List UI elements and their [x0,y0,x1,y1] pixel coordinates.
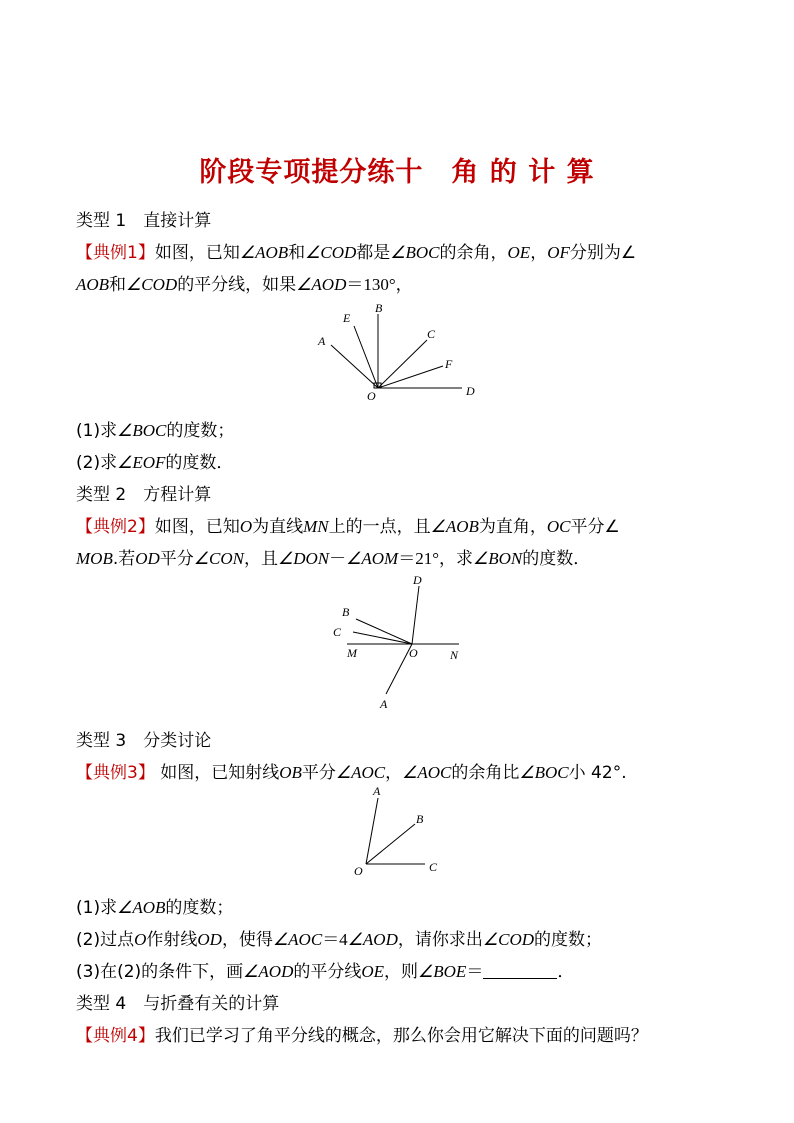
text: (2)求 [76,453,118,473]
math: ∠AOC [402,763,452,782]
math: OB [279,763,302,782]
math: ∠AOC [272,930,323,949]
text: ＝4 [322,930,348,949]
math: ∠AOB [239,243,289,262]
text: 作射线 [146,930,198,950]
example1-line2 [76,270,413,295]
text: 的平分线，如果 [177,275,297,295]
text: ，且 [244,549,278,569]
math: ∠AOM [346,549,399,568]
example2-line2 [76,544,590,569]
text: 和 [109,275,127,295]
example2-tag: 【典例2】 [76,517,155,537]
label-C: C [427,327,436,341]
text: 和 [288,243,306,263]
text: ， [385,763,403,783]
label-C: C [333,625,342,639]
math: OD [197,930,222,949]
text: 小 42°. [568,763,627,783]
math: ∠BOC [390,243,440,262]
example1-question2 [76,448,233,473]
math: ∠DON [278,549,330,568]
example1-line1 [76,238,636,263]
math: ∠AOB [117,898,166,917]
figure-3-angles [345,782,455,882]
text: 上的一点，且 [328,517,431,537]
type1-heading: 类型 1 直接计算 [76,211,212,231]
example3-question3 [76,957,574,982]
label-A: A [380,697,388,711]
label-F: F [445,357,453,371]
math: ∠BOC [519,763,569,782]
text: ， [530,243,548,263]
label-O: O [354,864,363,878]
label-E: E [343,311,351,325]
text: 如图，已知射线 [160,763,280,783]
math: ∠EOF [117,453,166,472]
example1-question1 [76,416,234,441]
math: ∠AOD [347,930,398,949]
example4-line1 [76,1021,648,1046]
math: ∠AOB [430,517,479,536]
label-B: B [342,605,350,619]
math: ∠AOC [335,763,386,782]
text: (1)求 [76,421,118,441]
text: 平分∠ [570,517,620,537]
text: ＝130°， [346,275,413,294]
label-M: M [347,646,357,660]
math: ∠BON [473,549,523,568]
text: ＝ [466,962,484,982]
math: OC [546,517,571,536]
type2-heading: 类型 2 方程计算 [76,485,212,505]
math: ∠COD [482,930,535,949]
text: 都是 [356,243,391,263]
math: ∠COD [126,275,178,294]
text: 的度数； [534,930,603,950]
math: ∠COD [305,243,357,262]
text: ． [557,962,575,982]
text: ＝21°，求 [398,549,474,568]
example4-tag: 【典例4】 [76,1026,155,1046]
label-N: N [450,648,459,662]
math: MOB [76,549,113,568]
example1-tag: 【典例1】 [76,243,155,263]
text: (1)求 [76,898,118,918]
label-A: A [318,334,326,348]
text: 的余角比 [451,763,520,783]
example3-tag: 【典例3】 [76,763,155,783]
text: ，则 [384,962,419,982]
type4-heading: 类型 4 与折叠有关的计算 [76,994,280,1014]
math: ∠AOD [243,962,294,981]
text: 为直线 [252,517,304,537]
text: 的度数； [166,421,235,441]
figure-2-line-mn [325,572,475,712]
text: 平分 [301,763,336,783]
label-O: O [367,389,376,403]
label-O: O [409,646,418,660]
text: 分别为∠ [569,243,637,263]
text: 我们已学习了角平分线的概念，那么你会用它解决下面的问题吗？ [154,1026,648,1046]
text: ，使得 [221,930,273,950]
math: O [239,517,253,536]
math: OF [547,243,570,262]
text: 的度数； [165,898,234,918]
math: ∠BOE [418,962,467,981]
math: ∠BOC [117,421,167,440]
example3-question1 [76,893,233,918]
example3-line1 [76,758,627,783]
example3-question2 [76,925,602,950]
answer-blank[interactable] [483,962,557,979]
label-C: C [429,860,438,874]
math: OD [135,549,160,568]
text: (2)过点 [76,930,135,950]
text: 的余角， [439,243,508,263]
math: OE [507,243,531,262]
type3-heading: 类型 3 分类讨论 [76,731,212,751]
text: 为直角， [478,517,547,537]
label-B: B [416,812,424,826]
math: ∠AOD [296,275,347,294]
text: .若 [112,549,136,569]
text: ，请你求出 [397,930,483,950]
text: 如图，已知 [154,243,240,263]
label-D: D [413,573,422,587]
text: 的度数． [165,453,234,473]
text: － [329,549,347,569]
example2-line1 [76,512,620,537]
text: 的度数． [522,549,591,569]
math: AOB [76,275,110,294]
text: 如图，已知 [154,517,240,537]
text: 的平分线 [293,962,362,982]
math: ∠CON [193,549,244,568]
figure-1-angles [310,296,490,406]
math: OE [361,962,385,981]
math: MN [303,517,329,536]
text: (3)在(2)的条件下，画 [76,962,244,982]
label-B: B [375,301,383,315]
page-title: 阶段专项提分练十 角 的 计 算 [199,157,595,188]
label-D: D [466,384,475,398]
math: O [134,930,147,949]
text: 平分 [159,549,194,569]
label-A: A [373,784,381,798]
